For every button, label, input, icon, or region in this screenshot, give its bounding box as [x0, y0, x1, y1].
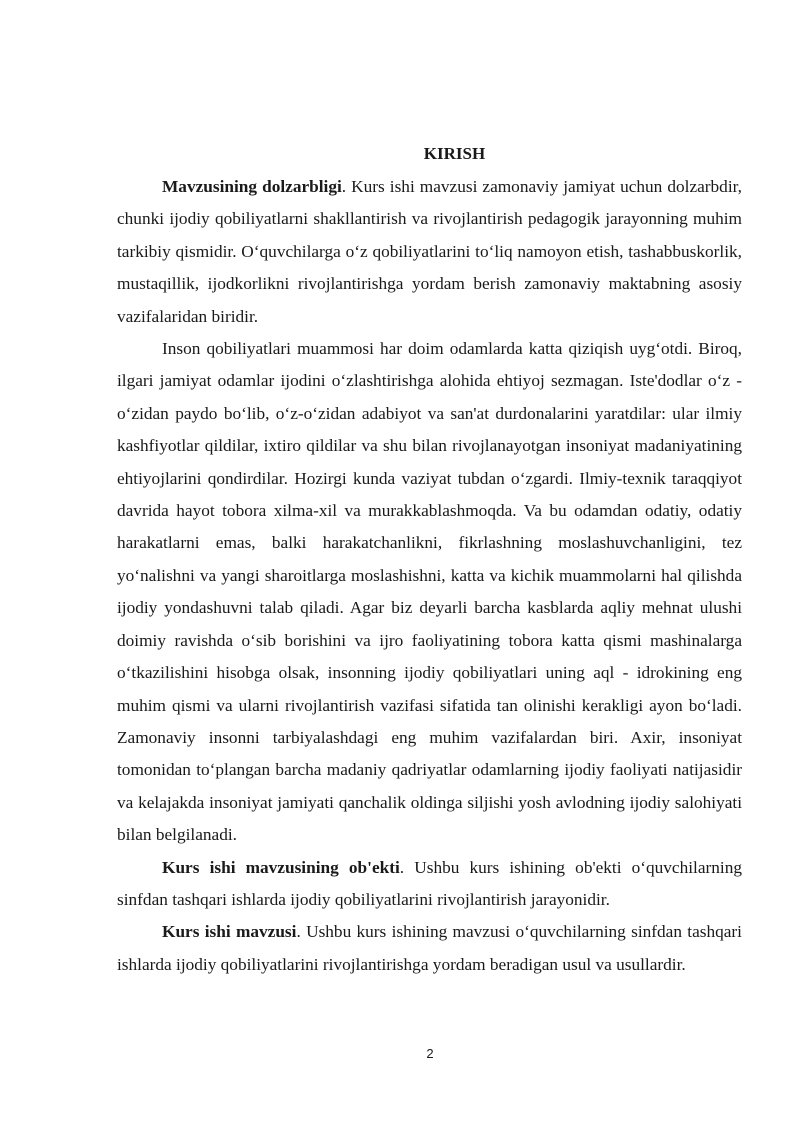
page-number: 2	[426, 1046, 434, 1061]
page-content	[117, 140, 742, 981]
paragraph-text: . Kurs ishi mavzusi zamonaviy jamiyat uchun dolzarbdir, chunki ijodiy qobiliyatlarni shakllantirish va rivojlantirish pedagogik jarayonning muhim tarkibiy qismidir. O‘quvchilarga o‘z qobiliyatlarini to‘liq namoyon etish, tashabbuskorlik, mustaqillik, ijodkorlikni rivojlantirishga yordam berish zamonaviy maktabning asosiy vazifalaridan biridir.	[117, 177, 743, 326]
paragraph-lead: Mavzusining dolzarbligi	[162, 177, 342, 196]
paragraph-abilities	[117, 333, 742, 852]
paragraph-object	[117, 852, 742, 917]
paragraph-text: . Ushbu kurs ishining mavzusi o‘quvchilarning sinfdan tashqari ishlarda ijodiy qobiliyatlarini rivojlantirishga yordam beradigan usul va usullardir.	[117, 922, 742, 974]
paragraph-text: . Ushbu kurs ishining ob'ekti o‘quvchilarning sinfdan tashqari ishlarda ijodiy qobiliyatlarini rivojlantirish jarayonidir.	[117, 857, 742, 909]
section-heading: KIRISH	[423, 144, 486, 163]
paragraph-text: Inson qobiliyatlari muammosi har doim odamlarda katta qiziqish uyg‘otdi. Biroq, ilgari jamiyat odamlar ijodini o‘zlashtirishga alohida ehtiyoj sezmagan. Iste'dodlar o‘z - o‘zidan paydo bo‘lib, o‘z-o‘zidan adabiyot va san'at durdonalarini yaratdilar: ular ilmiy kashfiyotlar qildilar, ixtiro qildilar va shu bilan rivojlanayotgan insoniyat madaniyatining ehtiyojlarini qondirdilar. Hozirgi kunda vaziyat tubdan o‘zgardi. Ilmiy-texnik taraqqiyot davrida hayot tobora xilma-xil va murakkablashmoqda. Va bu odamdan odatiy, odatiy harakatlarni emas, balki harakatchanlikni, fikrlashning moslashuvchanligini, tez yo‘nalishni va yangi sharoitlarga moslashishni, katta va kichik muammolarni hal qilishda ijodiy yondashuvni talab qiladi. Agar biz deyarli barcha kasblarda aqliy mehnat ulushi doimiy ravishda o‘sib borishini va ijro faoliyatining tobora katta qismi mashinalarga o‘tkazilishini hisobga olsak, insonning ijodiy qobiliyatlari uning aql - idrokining eng muhim qismi va ularni rivojlantirish vazifasi sifatida tan olinishi kerakligi ayon bo‘ladi. Zamonaviy insonni tarbiyalashdagi eng muhim vazifalardan biri. Axir, insoniyat tomonidan to‘plangan barcha madaniy qadriyatlar odamlarning ijodiy faoliyati natijasidir va kelajakda insoniyat jamiyati qanchalik oldinga siljishi yosh avlodning ijodiy salohiyati bilan belgilanadi.	[117, 339, 742, 845]
paragraph-lead: Kurs ishi mavzusi	[162, 922, 297, 942]
paragraph-lead: Kurs ishi mavzusining ob'ekti	[162, 857, 400, 877]
paragraph-subject	[117, 916, 742, 981]
paragraph-relevance	[117, 171, 742, 333]
